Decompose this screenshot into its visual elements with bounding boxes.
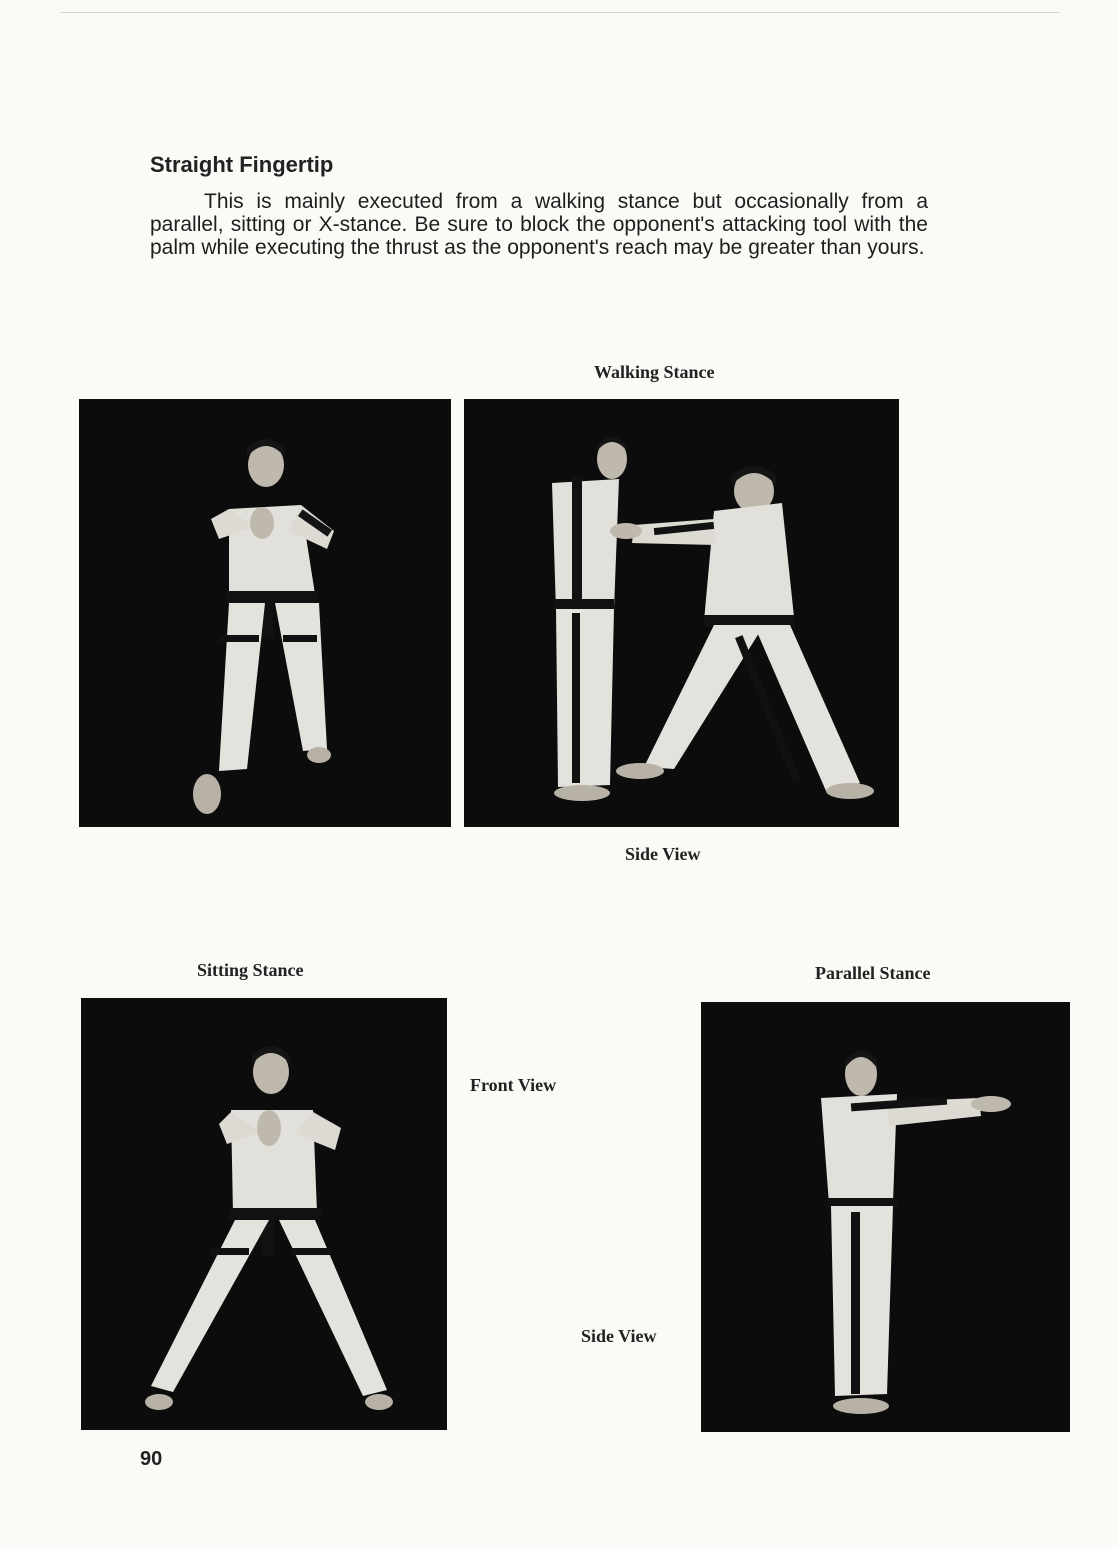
figure-front-sitting xyxy=(81,998,447,1430)
caption-parallel-stance: Parallel Stance xyxy=(815,963,931,983)
figure-side-parallel xyxy=(701,1002,1070,1432)
top-rule xyxy=(60,12,1060,13)
photo-sitting-stance-front xyxy=(81,998,447,1430)
caption-walking-stance: Walking Stance xyxy=(594,362,715,382)
section-heading: Straight Fingertip xyxy=(150,152,334,177)
section-paragraph: This is mainly executed from a walking stance but occasionally from a parallel, sitting or X-stance. Be sure to block the opponent's attacking tool with the palm while executing the thrust as the opponent's reach may be greater than yours. xyxy=(150,190,928,259)
figure-pair-walking-side xyxy=(464,399,899,827)
caption-sitting-stance: Sitting Stance xyxy=(197,960,304,980)
photo-parallel-stance-side xyxy=(701,1002,1070,1432)
figure-front-walking xyxy=(79,399,451,827)
photo-walking-stance-front xyxy=(79,399,451,827)
caption-front-view: Front View xyxy=(470,1075,557,1095)
photo-walking-stance-side xyxy=(464,399,899,827)
caption-side-view-bottom: Side View xyxy=(581,1326,657,1346)
caption-side-view-top: Side View xyxy=(625,844,701,864)
page-number: 90 xyxy=(140,1448,163,1470)
